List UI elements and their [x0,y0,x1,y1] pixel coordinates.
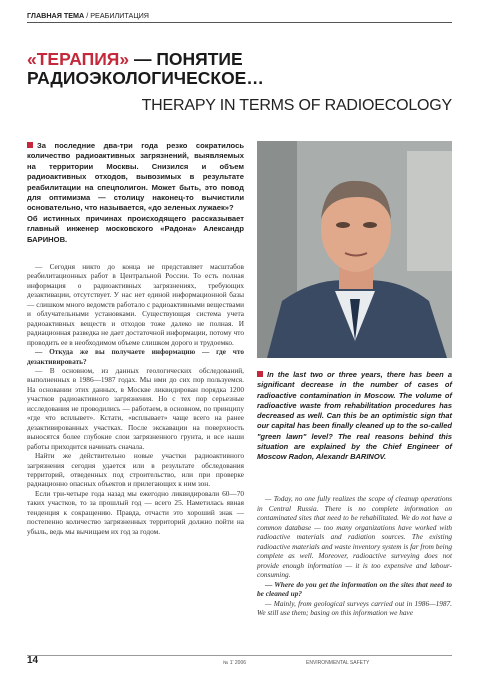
bullet-square-icon [257,371,263,377]
section-label: ГЛАВНАЯ ТЕМА [27,11,85,20]
title-english: THERAPY IN TERMS OF RADIOECOLOGY [141,97,452,114]
body-ru-paragraph: Если три-четыре года назад мы ежегодно ликвидировали 60—70 таких участков, то за прошлый год — всего 25. Наметилась явная тенденция к сокращению. Правда, отчасти это хороший знак — постепенно количество загрязненных территорий должно пойти на убыль, ведь мы вычищаем их год за годом. [27,488,244,536]
title-rest: — ПОНЯТИЕ РАДИОЭКОЛОГИЧЕСКОЕ… [27,49,264,88]
lead-english [257,370,452,463]
title-highlight: «ТЕРАПИЯ» [27,49,130,69]
issue-number: № 1' 2006 [223,660,247,666]
lead-russian [27,141,244,245]
body-ru-paragraph: Найти же действительно новые участки радиоактивного загрязнения сегодня удается или в результате обследования территорий, отведенных под строительство, или при проверке радиационно опасных объектов и прилегающих к ним зон. [27,451,244,489]
subsection-label: РЕАБИЛИТАЦИЯ [90,11,150,20]
footer-rule [27,655,452,656]
title-russian [27,50,367,88]
lead-en-text: In the last two or three years, there has been a significant decrease in the number of cases of radioactive contamination in Moscow. The volume of radioactive waste from rehabilitation procedures has decreased as well. Can this be an optimistic sign that our capital has been finally cleaned up to the so-called "green lawn" level? The real reasons behind this situation are explained by the Chief Engineer of Moscow Radon, Alexandr BARINOV. [257,370,452,462]
interview-question-en: — Where do you get the information on the sites that need to be cleaned up? [257,579,452,598]
journal-name: ENVIRONMENTAL SAFETY [306,660,370,666]
lead-ru-paragraph-2: Об истинных причинах происходящего рассказывает главный инженер московского «Радона» Александр БАРИНОВ. [27,213,244,244]
bullet-square-icon [27,142,33,148]
section-header [27,11,149,20]
section-separator: / [86,11,89,20]
interview-question-ru: — Откуда же вы получаете информацию — где что дезактивировать? [27,347,244,366]
portrait-illustration [257,141,452,358]
page-number: 14 [27,655,39,666]
header-rule [27,22,452,23]
body-en-paragraph: — Today, no one fully realizes the scope of cleanup operations in Central Russia. There is no complete information on contaminated sites that need to be rehabilitated. We do not have a common database — too many organizations have worked with radioactive materials and radiation sources. The existing radioactive materials and waste inventory system is far from being complete as well. Moreover, radioactive surveying does not provide enough information — it is too expensive and labour-consuming. [257,494,452,579]
body-english [257,494,452,618]
body-en-paragraph: — Mainly, from geological surveys carried out in 1986—1987. We still use them; basing on this information we have [257,598,452,617]
body-ru-paragraph: — В основном, из данных геологических обследований, выполненных в 1986—1987 годах. Мы ими до сих пор пользуемся. На основании этих данных, в Москве ликвидирован порядка 1200 участков радиоактивного загрязнения. Но с тех пор серьезные исследования не проводились — работаем, в основном, по принципу «где что всплывет». Кстати, «всплывает» чаще всего на ранее дезактивированных участках. После экскавации на поверхность выносятся более глубокие слои загрязненного грунта, и все наши работы приходится начинать сначала. [27,365,244,451]
lead-ru-paragraph-1: За последние два-три года резко сократилось количество радиоактивных загрязнений, выявляемых на территории Москвы. Снизился и объем радиоактивных отходов, вывозимых в результате реабилитации на спецполигон. Может быть, это повод для оптимизма — столицу наконец-то вычистили основательно, что называется, «до зеленых лужаек»? [27,141,244,213]
body-russian [27,262,244,536]
body-ru-paragraph: — Сегодня никто до конца не представляет масштабов реабилитационных работ в Центральной России. То есть полная информация о радиоактивных загрязнениях, требующих дезактивации, отсутствует. У нас нет единой информационной базы — слишком много ведомств работало с радиоактивными веществами и облучательными установками. Существующая система учета радиоактивных веществ и отходов тоже далеко не полная. И радиационная разведка не дает достаточной информации, потому что проводить ее в необходимом объеме слишком дорого и трудоемко. [27,262,244,347]
portrait-photo [257,141,452,358]
